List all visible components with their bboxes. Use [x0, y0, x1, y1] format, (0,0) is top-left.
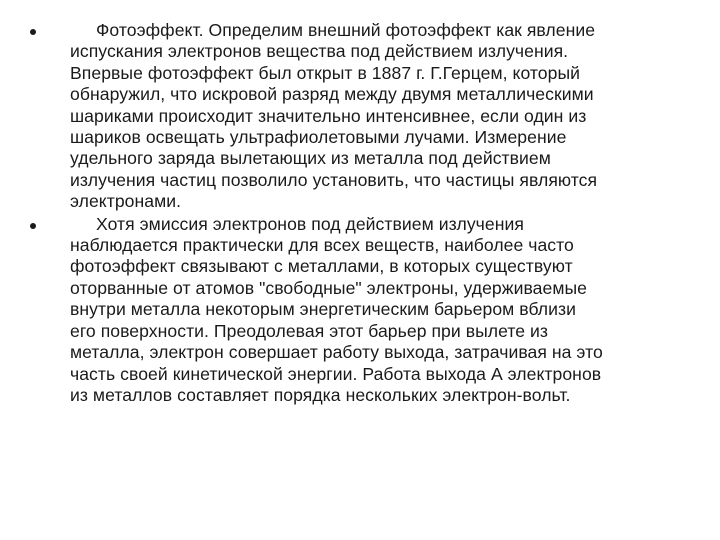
bullet-list [28, 20, 693, 406]
bullet-item-electron-emission [28, 214, 693, 407]
bullet-dot-icon [30, 223, 36, 229]
bullet-text: Хотя эмиссия электронов под действием излучения наблюдается практически для всех веществ, наиболее часто фотоэффект связывают с металлами, в которых существуют оторванные от атомов "свободные" электроны, удерживаемые внутри металла некоторым энергетическим барьером вблизи его поверхности. Преодолевая этот барьер при вылете из металла, электрон совершает работу выхода, затрачивая на это часть своей кинетической энергии. Работа выхода А электронов из металлов составляет порядка нескольких электрон-вольт. [70, 213, 603, 405]
bullet-item-photoeffect-definition [28, 20, 693, 213]
bullet-text: Фотоэффект. Определим внешний фотоэффект как явление испускания электронов вещества под действием излучения. Впервые фотоэффект был открыт в 1887 г. Г.Герцем, который обнаружил, что искровой разряд между двумя металлическими шариками происходит значительно интенсивнее, если один из шариков освещать ультрафиолетовыми лучами. Измерение удельного заряда вылетающих из металла под действием излучения частиц позволило установить, что частицы являются электронами. [70, 20, 598, 212]
bullet-dot-icon [30, 29, 36, 35]
